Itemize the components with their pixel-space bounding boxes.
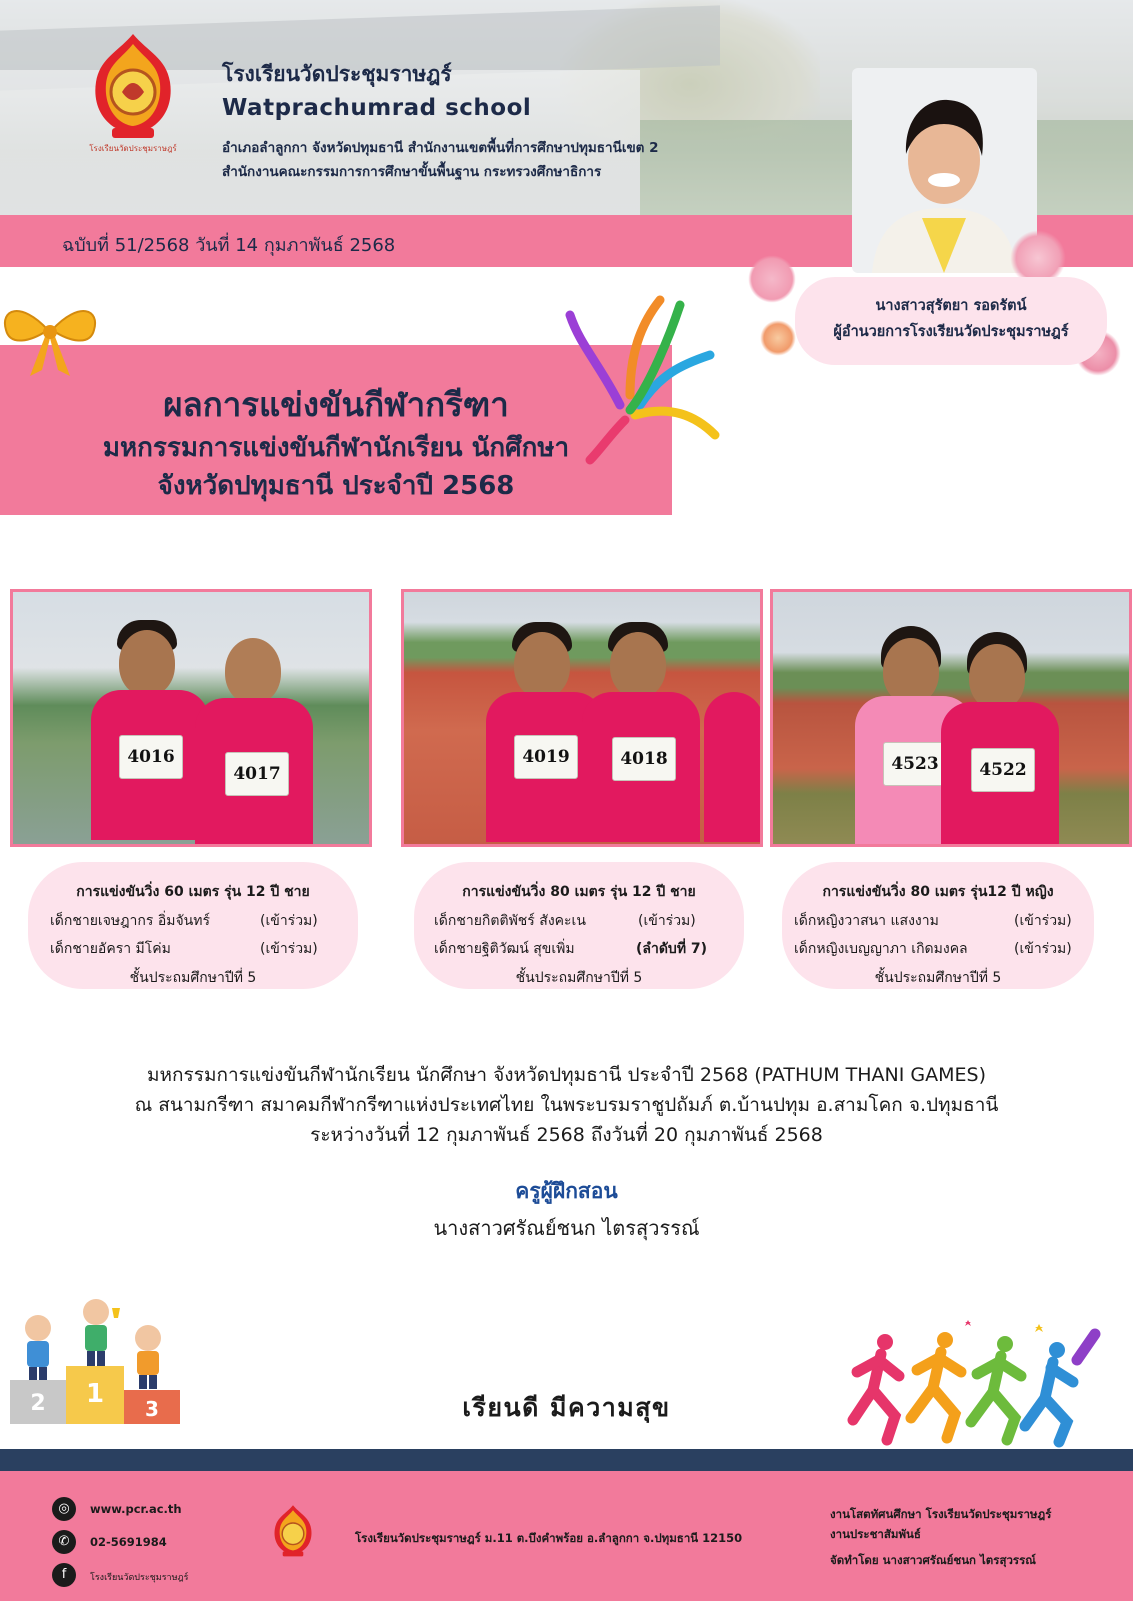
phone-icon: ✆ <box>52 1530 76 1554</box>
photo-event-2 <box>401 589 763 847</box>
event-info-line1: มหกรรมการแข่งขันกีฬานักเรียน นักศึกษา จังหวัดปทุมธานี ประจำปี 2568 (PATHUM THANI GAMES) <box>146 1064 986 1086</box>
coach-heading: ครูผู้ฝึกสอน <box>515 1179 618 1203</box>
photo-event-1 <box>10 589 372 847</box>
bib-number: 4017 <box>225 752 289 796</box>
school-name-thai: โรงเรียนวัดประชุมราษฎร์ <box>222 62 452 86</box>
athlete-result: (เข้าร่วม) <box>638 913 696 929</box>
slogan: เรียนดี มีความสุข <box>462 1393 671 1422</box>
podium-1: 1 <box>85 1379 105 1409</box>
globe-icon: ◎ <box>52 1497 76 1521</box>
athlete-name: เด็กหญิงวาสนา แสงงาม <box>794 913 939 929</box>
issue-number-date: ฉบับที่ 51/2568 วันที่ 14 กุมภาพันธ์ 2568 <box>62 235 396 256</box>
grade-level: ชั้นประถมศึกษาปีที่ 5 <box>515 970 643 986</box>
footer-school-logo <box>266 1502 320 1566</box>
flower-decoration <box>760 320 796 356</box>
footer-address: โรงเรียนวัดประชุมราษฎร์ ม.11 ต.บึงคำพร้อย อ.ลำลูกกา จ.ปทุมธานี 12150 <box>355 1531 743 1545</box>
ribbon-bow-icon <box>0 290 100 380</box>
event-info-line2: ณ สนามกรีฑา สมาคมกีฬากรีฑาแห่งประเทศไทย ในพระบรมราชูปถัมภ์ ต.บ้านปทุม อ.สามโคก จ.ปทุมธานี <box>134 1094 999 1116</box>
title-line3: จังหวัดปทุมธานี ประจำปี 2568 <box>157 471 515 501</box>
website-link[interactable]: www.pcr.ac.th <box>90 1502 182 1516</box>
bib-number: 4522 <box>971 748 1035 792</box>
footer-pr: งานประชาสัมพันธ์ <box>830 1527 921 1541</box>
athlete-result: (เข้าร่วม) <box>260 941 318 957</box>
grade-level: ชั้นประถมศึกษาปีที่ 5 <box>874 970 1002 986</box>
director-position: ผู้อำนวยการโรงเรียนวัดประชุมราษฎร์ <box>833 324 1069 340</box>
bib-number: 4523 <box>883 742 947 786</box>
director-photo <box>852 68 1037 273</box>
athlete-name: เด็กชายฐิติวัฒน์ สุขเพิ่ม <box>434 941 575 957</box>
school-address-line1: อำเภอลำลูกกา จังหวัดปทุมธานี สำนักงานเขตพื้นที่การศึกษาปทุมธานีเขต 2 <box>222 140 659 156</box>
athlete-result: (ลำดับที่ 7) <box>636 941 708 957</box>
footer-divider <box>0 1449 1133 1471</box>
athlete-name: เด็กชายอัครา มีโค่ม <box>50 941 171 957</box>
school-logo <box>78 30 188 155</box>
footer-dept: งานโสตทัศนศึกษา โรงเรียนวัดประชุมราษฎร์ <box>830 1507 1052 1521</box>
flower-decoration <box>748 255 796 303</box>
athlete-name: เด็กชายเจษฎากร อิ่มจันทร์ <box>50 913 211 929</box>
podium-3: 3 <box>145 1397 159 1421</box>
title-line1: ผลการแข่งขันกีฬากรีฑา <box>163 385 509 424</box>
grade-level: ชั้นประถมศึกษาปีที่ 5 <box>129 970 257 986</box>
athlete-result: (เข้าร่วม) <box>260 913 318 929</box>
title-line2: มหกรรมการแข่งขันกีฬานักเรียน นักศึกษา <box>102 433 570 463</box>
athlete-name: เด็กหญิงเบญญาภา เกิดมงคล <box>794 941 968 957</box>
footer-credit: จัดทำโดย นางสาวศรัณย์ชนก ไตรสุวรรณ์ <box>830 1553 1036 1567</box>
bib-number: 4019 <box>514 735 578 779</box>
school-name-english: Watprachumrad school <box>222 95 532 121</box>
athlete-result: (เข้าร่วม) <box>1014 913 1072 929</box>
logo-caption: โรงเรียนวัดประชุมราษฎร์ <box>89 144 177 153</box>
school-address-line2: สำนักงานคณะกรรมการการศึกษาขั้นพื้นฐาน กระทรวงศึกษาธิการ <box>222 164 602 180</box>
bib-number: 4018 <box>612 737 676 781</box>
phone-number[interactable]: 02-5691984 <box>90 1535 167 1549</box>
athlete-result: (เข้าร่วม) <box>1014 941 1072 957</box>
event-info-line3: ระหว่างวันที่ 12 กุมภาพันธ์ 2568 ถึงวันที่ 20 กุมภาพันธ์ 2568 <box>310 1124 823 1146</box>
photo-event-3 <box>770 589 1132 847</box>
event-3-heading: การแข่งขันวิ่ง 80 เมตร รุ่น12 ปี หญิง <box>822 884 1054 900</box>
event-1-heading: การแข่งขันวิ่ง 60 เมตร รุ่น 12 ปี ชาย <box>76 884 310 900</box>
podium-2: 2 <box>30 1391 46 1416</box>
director-name: นางสาวสุรัตยา รอดรัตน์ <box>875 298 1027 314</box>
event-2-heading: การแข่งขันวิ่ง 80 เมตร รุ่น 12 ปี ชาย <box>462 884 696 900</box>
runners-illustration <box>845 1320 1105 1448</box>
facebook-link[interactable]: โรงเรียนวัดประชุมราษฎร์ <box>90 1573 189 1583</box>
facebook-icon: f <box>52 1563 76 1587</box>
athlete-name: เด็กชายกิตติพัชร์ สังคะเน <box>434 913 586 929</box>
coach-name: นางสาวศรัณย์ชนก ไตรสุวรรณ์ <box>433 1216 700 1240</box>
bib-number: 4016 <box>119 735 183 779</box>
